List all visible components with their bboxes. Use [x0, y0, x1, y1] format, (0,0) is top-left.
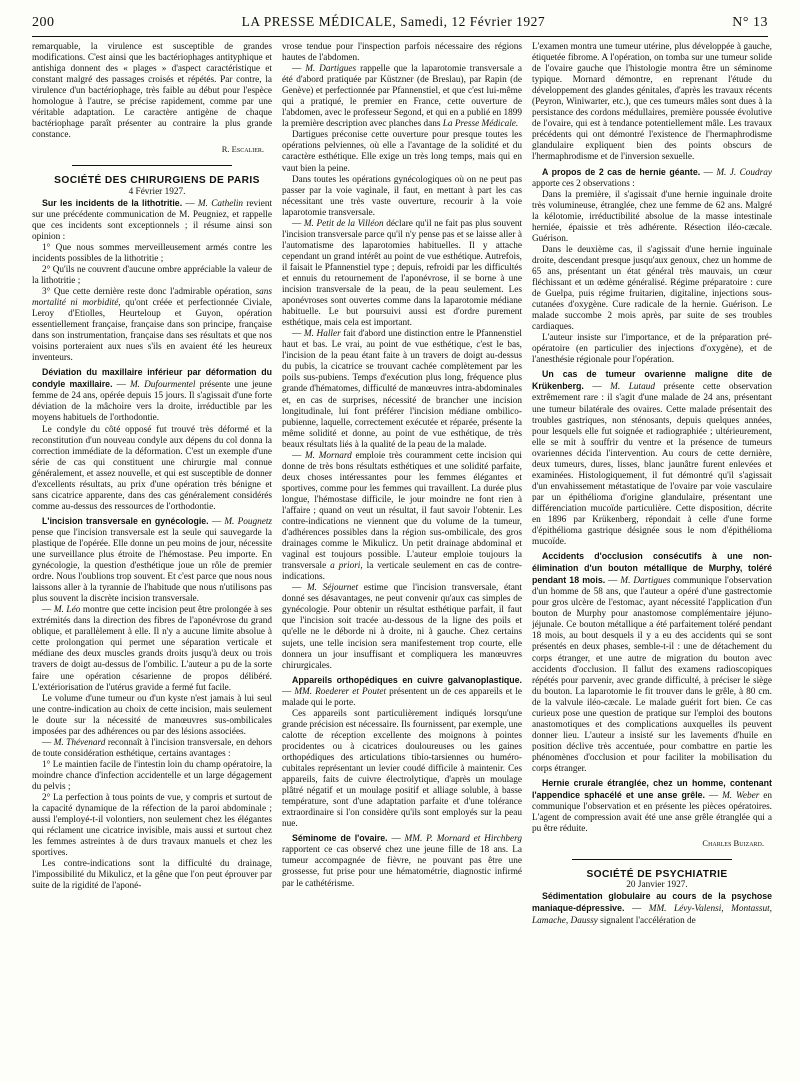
author: M. Haller [303, 329, 341, 340]
article-lithotritie: Sur les incidents de la lithotritie. — M. Cathelin revient sur une précédente communication de M. Peugniez, et rappelle que ces incidents sont exceptionnels ; il résume ainsi son opinion : [32, 197, 272, 242]
text-run: 3° Que cette dernière reste donc l'admirable opération, [42, 286, 253, 297]
author: M. Dartigues [305, 64, 357, 75]
article-krukenberg: Un cas de tumeur ovarienne maligne dite de Krükenberg. — M. Lutaud présente cette observation extrêmement rare : il s'agit d'une malade de 24 ans, présentant une tumeur bilatérale des ovaires. Cette malade présentait des troubles gastriques, non sténosants, depuis quelques années, pour lesquels elle fut soignée et radiographiée ; ultérieurement, elle se mit à souffrir du ventre et la présence de tumeurs ovariennes décida l'intervention. Au cours de cette dernière, deux tumeurs, dures, lisses, blanc jaunâtre furent enlevées et examinées. Histologiquement, il fut démontré qu'il s'agissait d'un envahissement métastatique de l'ovaire par voie vasculaire par un épithélioma d'origine glandulaire, présentant une différenciation mucoïde particulière. Cette disposition, décrite en 1896 par Krükenberg, répondait à celle d'une forme d'épithélioma gastrique désignée sous le nom d'épithélioma mucoïde. [532, 369, 772, 548]
section-rule [72, 165, 232, 175]
article-text: rapportent ce cas observé chez une jeune fille de 18 ans. La tumeur accompagnée de fièvre, ne pouvant pas être une grossesse, fut prise pour une hématométrie, diagnostic infirmé par le cathétérisme. [282, 845, 522, 889]
article-seminome: Séminome de l'ovaire. — MM. P. Mornard et Hirchberg rapportent ce cas observé chez une jeune fille de 18 ans. La tumeur accompagnée de fièvre, ne pouvant pas être une grossesse, fut prise pour une hématométrie, diagnostic infirmé par le cathétérisme. [282, 833, 522, 889]
author: M. Séjournet [306, 583, 359, 594]
paragraph: Les contre-indications sont la difficulté du drainage, l'impossibilité du Mikulicz, et la gêne que l'on peut éprouver par suite de la rigidité de l'aponé- [32, 859, 272, 892]
paragraph: Dartigues préconise cette ouverture pour presque toutes les opérations pelviennes, où elle a l'avantage de la solidité et du caractère esthétique. Elle exige un très long temps, mais qui en vaut bien la peine. [282, 130, 522, 174]
article-title: Un cas de tumeur ovarienne maligne dite de Krükenberg. [532, 369, 772, 392]
article-title: L'incision transversale en gynécologie. [42, 515, 209, 526]
paragraph: 1° Le maintien facile de l'intestin loin du champ opératoire, la moindre chance d'infection accidentelle et un large dégagement du pelvis ; [32, 759, 272, 792]
journal-title: LA PRESSE MÉDICALE, Samedi, 12 Février 1927 [241, 14, 546, 29]
author: M. Léo [53, 605, 81, 616]
italic-run: sans mortalité ni morbidité, [32, 286, 272, 308]
paragraph: L'auteur insiste sur l'importance, et de la préparation pré-opératoire (en particulier des injections d'oxygène), et de l'anesthésie régionale pour l'opération. [532, 333, 772, 366]
section-rule [572, 859, 732, 869]
paragraph: Dans la première, il s'agissait d'une hernie inguinale droite très volumineuse, étranglée, chez une femme de 62 ans. Malgré la kélotomie, irréductibilité absolue de la masse intestinale herniée, épaissie et très adhérente. Résection iléo-cæcale. Guérison. [532, 189, 772, 244]
italic-run: La Presse Médicale. [442, 119, 519, 130]
article-text: en communique l'observation et en présente les pièces opératoires. L'agent de compression avait été une anse grêle étranglée qui a pu être réduite. [532, 791, 772, 835]
paragraph: — M. Dartigues rappelle que la laparotomie transversale a été d'abord pratiquée par Küstzner (de Breslau), par Rapin (de Genève) et perfectionnée par Pfannenstiel, et que c'est lui-même qui a pratiqué, le premier en France, cette ouverture de l'abdomen, avec le professeur Segond, et qui en a publié en 1899 la première description avec planches dans La Presse Médicale. [282, 64, 522, 130]
page-header [32, 14, 768, 34]
paragraph: Ces appareils sont particulièrement indiqués lorsqu'une grande précision est nécessaire. Ils fournissent, par exemple, une calotte de réception excellente des moignons à pointes procidentes ou à cicatrices douloureuses ou les gaines orthopédiques des articulations tibio-tarsiennes ou huméro-cubitales représentant un levier coudé difficile à maintenir. Ces appareils, faits de cuivre électrolytique, d'après un moulage plâtré négatif et un moulage positif et alliage soluble, à basse température, sont d'une adaptation parfaite et d'une tolérance extraordinaire si l'on considère qu'ils sont employés sur la peau nue. [282, 708, 522, 830]
article-text: communique l'observation d'un homme de 58 ans, que l'auteur a opéré d'une gastrectomie pour gros ulcère de l'estomac, ayant nécessité l'application d'un bouton de Murphy pour anastomose complémentaire jéjuno-jéjunale. Ce bouton métallique a été parfaitement toléré pendant 18 mois, au bout desquels il y a eu des accidents qui se sont présentés en deux phases, semble-t-il : une de détachement du corps étranger, et une autre de migration du bouton avec accidents d'occlusion. Il fallut des examens radioscopiques répétés pour parvenir, avec grande difficulté, à préciser le siège du bouton. La laparotomie le fit trouver dans le grêle, à 80 cm. de la valvule iléo-cæcale. Le malade guérit fort bien. Ce cas curieux pose une question de pratique sur l'emploi des boutons anastomotiques et des complications auxquelles ils peuvent donner lieu. L'auteur a insisté sur les lavements d'huile en position déclive très accentuée, pour combattre en partie les phénomènes d'occlusion et pour faciliter la mobilisation du corps étranger. [532, 576, 772, 774]
author: MM. Roederer et Poutet [294, 686, 387, 697]
article-text: présente cette observation extrêmement rare : il s'agit d'une malade de 24 ans, présentant une tumeur bilatérale des ovaires. Cette malade présentait des troubles gastriques, non sténosants, depuis quelques années, pour lesquels elle fut soignée et radiographiée ; ultérieurement, elle se mit à souffrir du ventre et la présence de tumeurs ovariennes décida l'intervention. Au cours de cette dernière, deux tumeurs, dures, lisses, blanc jaunâtre furent enlevées et examinées. Histologiquement, il fut démontré qu'il s'agissait d'un envahissement métastatique de l'ovaire par voie vasculaire par un épithélioma d'origine glandulaire, présentant une différenciation mucoïde particulière. Cette disposition, décrite en 1896 par Krükenberg, répondait à celle d'une forme d'épithélioma gastrique désignée sous le nom d'épithélioma mucoïde. [532, 382, 772, 548]
article-sedimentation: Sédimentation globulaire au cours de la psychose maniaque-dépressive. — MM. Lévy-Valensi, Montassut, Lamache, Daussy signalent l'accélération de [532, 891, 772, 926]
paragraph: Dans toutes les opérations gynécologiques où on ne peut pas passer par la voie vaginale, il faut, en mettant à part les cas nécessitant une très vaste ouverture, recourir à la voie laparotomie transversale. [282, 174, 522, 218]
page-number: 200 [32, 15, 55, 30]
paragraph: 2° La perfection à tous points de vue, y compris et surtout de la capacité dynamique de la réfection de la paroi abdominale ; aussi l'employé-t-il volontiers, non seulement chez les élégantes qui réclament une cicatrice invisible, mais aussi et surtout chez les femmes astreintes à de durs travaux manuels et chez les sportives. [32, 793, 272, 859]
paragraph: — M. Léo montre que cette incision peut être prolongée à ses extrémités dans la direction des fibres de l'aponévrose du grand oblique, et parallèlement à elle. Il n'y a aucune limite absolue à cette prolongation qui permet une séparation verticale et médiane des deux muscles grands droits jusqu'à deux ou trois travers de doigt au-dessus de l'ombilic. L'auteur a pu de la sorte faire une opération césarienne de propos délibéré. L'extériorisation de l'utérus gravide a fermé fut facile. [32, 605, 272, 693]
text-run: qu'ont créée et perfectionnée Civiale, Leroy d'Etiolles, Heurteloup et Guyon, opération essentiellement française, française dans son principe, française dans son instrumentation, française dans ses résultats et que nos voisins porteraient aux nues s'ils en avaient été les heureux inventeurs. [32, 297, 272, 364]
article-title: Séminome de l'ovaire. [292, 833, 388, 844]
column-1 [32, 42, 272, 1074]
section-date: 20 Janvier 1927. [626, 880, 688, 891]
article-hernie-crurale: Hernie crurale étranglée, chez un homme, contenant l'appendice sphacélé et une anse grêle. — M. Weber en communique l'observation et en présente les pièces opératoires. L'agent de compression avait été une anse grêle étranglée qui a pu être réduite. [532, 778, 772, 835]
paragraph: L'examen montra une tumeur utérine, plus développée à gauche, étiquetée fibrome. A l'opération, on tomba sur une tumeur solide de l'ovaire gauche que l'histologie montra être un séminome typique. Mornard démontre, en reprenant l'étude du développement des glandes génitales, d'après les travaux récents (Peyron, Winiwarter, etc.), que ces tumeurs mâles sont dues à la persistance des cordons médullaires, première poussée évolutive de l'ovaire, qui est à tendance potentiellement mâle. Les travaux précédents qui ont démontré l'existence de l'hermaphrodisme glandulaire expliquent bien des points obscurs de l'hermaphrodisme et de l'inversion sexuelle. [532, 42, 772, 163]
author: M. Dufourmentel [129, 380, 196, 391]
article-incision: L'incision transversale en gynécologie. — M. Pougnetz pense que l'incision transversale est la seule qui sauvegarde la plastique de l'opérée. Elle donne un peu moins de jour, nécessite une surveillance plus étroite de l'hémostase. Peu importe. En gynécologie, la question d'esthétique joue un rôle de premier ordre. Nous l'oublions trop souvent. Et c'est parce que nous nous laissons aller à la tyrannie de l'habitude que nous n'utilisons pas plus souvent la discrète incision transversale. [32, 515, 272, 605]
paragraph: — M. Mornard emploie très couramment cette incision qui donne de très bons résultats esthétiques et une solidité parfaite, deux choses intéressantes pour les femmes élégantes et sportives, comme pour les femmes qui travaillent. La durée plus longue, l'hémostase difficile, le jour moindre ne font rien à l'affaire ; quand on veut un résultat, il faut savoir l'obtenir. Les contre-indications ne viennent que du volume de la tumeur, d'adhérences possibles dans la région sus-ombilicale, des gros drainages comme le Mikulicz. Un petit drainage abdominal et vaginal est toujours possible. L'auteur emploie toujours la transversale a priori, la verticale seulement en cas de contre-indications. [282, 450, 522, 583]
text-run: reconnaît à l'incision transversale, en dehors de toute considération esthétique, certains avantages : [32, 737, 272, 759]
author: MM. Lévy-Valensi, Montassut, Lamache, Daussy [532, 904, 772, 926]
article-title: Sédimentation globulaire au cours de la psychose maniaque-dépressive. [532, 891, 772, 914]
article-appareils: Appareils orthopédiques en cuivre galvanoplastique. — MM. Roederer et Poutet présentent un de ces appareils et le malade qui le porte. [282, 674, 522, 708]
paragraph: — M. Petit de la Villéon déclare qu'il ne fait pas plus souvent l'incision transversale parce qu'il n'y pense pas et se laisse aller à l'automatisme des laparotomies habituelles. Il y attache cependant un grand intérêt au point de vue esthétique. Autrefois, il faisait le Pfannenstiel type ; depuis, refroidi par les difficultés et ennuis du retournement de l'aponévrose, il se borne à une incision transversale de la peau, de la peau seulement. Les aponévroses sont ouvertes comme dans la laparotomie médiane habituelle. Le but poursuivi aussi est d'ordre purement esthétique, mais cela est important. [282, 218, 522, 329]
article-title: Sur les incidents de la lithotritie. [42, 197, 183, 208]
issue-number: N° 13 [732, 15, 768, 30]
text-run: montre que cette incision peut être prolongée à ses extrémités dans la direction des fibres de l'aponévrose du grand oblique, et parallèlement à elle. Il n'y a aucune limite absolue à cette prolongation qui permet une séparation verticale et médiane des deux muscles grands droits jusqu'à deux ou trois travers de doigt au-dessus de l'ombilic. L'auteur a pu de la sorte faire une opération césarienne de propos délibéré. L'extériorisation de l'utérus gravide a fermé fut facile. [32, 605, 272, 693]
signature: Charles Buizard. [702, 838, 764, 849]
author: M. Pougnetz [224, 516, 272, 527]
article-deviation: Déviation du maxillaire inférieur par déformation du condyle maxillaire. — M. Dufourmentel présente une jeune femme de 24 ans, opérée depuis 15 jours. Il s'agissait d'une forte déviation de la mâchoire vers la droite, irréductible par les moyens habituels de l'orthodontie. [32, 367, 272, 424]
author: M. Dartigues [620, 576, 671, 587]
header-rule [32, 36, 768, 37]
column-2 [282, 42, 522, 1074]
author: M. Mornard [304, 450, 352, 461]
article-text: présente une jeune femme de 24 ans, opérée depuis 15 jours. Il s'agissait d'une forte déviation de la mâchoire vers la droite, irréductible par les moyens habituels de l'orthodontie. [32, 380, 272, 424]
paragraph: 2° Qu'ils ne couvrent d'aucune ombre appréciable la valeur de la lithotritie ; [32, 264, 272, 286]
columns [32, 42, 772, 1074]
section-date: 4 Février 1927. [128, 186, 186, 197]
article-title: Déviation du maxillaire inférieur par déformation du condyle maxillaire. [32, 367, 272, 390]
author: MM. P. Mornard et Hirchberg [404, 834, 522, 845]
section-title: SOCIÉTÉ DES CHIRURGIENS DE PARIS [54, 175, 260, 187]
author: M. Lutaud [610, 382, 655, 393]
author: M. Cathelin [197, 198, 244, 209]
author: M. Thévenard [53, 737, 106, 748]
article-text: présentent un de ces appareils et le malade qui le porte. [282, 686, 522, 708]
article-title: A propos de 2 cas de hernie géante. [542, 166, 701, 177]
column-3 [532, 42, 772, 1074]
article-title: Appareils orthopédiques en cuivre galvanoplastique. [292, 674, 522, 685]
paragraph: — M. Séjournet estime que l'incision transversale, étant donné ses désavantages, ne peut convenir qu'aux cas simples de gynécologie. Pour obtenir un résultat esthétique parfait, il faut que l'incision soit tracée au-dessous de la ligne des poils et qu'elle ne le déborde ni à droite, ni à gauche. Chez certains sujets, une telle incision sera manifestement trop courte, elle donnera un jour insuffisant et compliquera les manœuvres chirurgicales. [282, 583, 522, 671]
section-title: SOCIÉTÉ DE PSYCHIATRIE [586, 869, 728, 881]
article-text: revient sur une précédente communication de M. Peugniez, et rappelle que ces incidents sont exceptionnels ; il résume ainsi son opinion : [32, 198, 272, 242]
paragraph: Dans le deuxième cas, il s'agissait d'une hernie inguinale droite, descendant presque jusqu'aux genoux, chez un homme de 65 ans, présentant un état général très mauvais, un cœur fléchissant et un œdème généralisé. Régime préparatoire : cure de Guelpa, puis régime fruitarien, digitaline, injections sous-cutanées d'oxygène. Cure radicale de la hernie. Guérison. Le malade succombe 2 mois après, par suite de ses troubles cardiaques. [532, 244, 772, 333]
paragraph: Le volume d'une tumeur ou d'un kyste n'est jamais à lui seul une contre-indication au choix de cette incision, mais seulement le doute sur la nécessité de manœuvres sus-ombilicales imposées par des adhérences ou par des lésions associées. [32, 693, 272, 737]
paragraph: 1° Que nous sommes merveilleusement armés contre les incidents possibles de la lithotritie ; [32, 242, 272, 264]
author: M. J. Coudray [716, 167, 772, 178]
text-run: déclare qu'il ne fait pas plus souvent l'incision transversale parce qu'il n'y pense pas et se laisse aller à l'automatisme des laparotomies habituelles. Il y attache cependant un grand intérêt au point de vue esthétique. Autrefois, il faisait le Pfannenstiel type ; depuis, refroidi par les difficultés et ennuis du retournement de l'aponévrose, il se borne à une incision transversale de la peau, de la peau seulement. Les aponévroses sont ouvertes comme dans la laparotomie médiane habituelle. Le but poursuivi aussi est d'ordre purement esthétique, mais cela est important. [282, 218, 522, 329]
text-run: emploie très couramment cette incision qui donne de très bons résultats esthétiques et une solidité parfaite, deux choses intéressantes pour les femmes élégantes et sportives, comme pour les femmes qui travaillent. La durée plus longue, l'hémostase difficile, le jour moindre ne font rien à l'affaire ; quand on veut un résultat, il faut savoir l'obtenir. Les contre-indications ne viennent que du volume de la tumeur, d'adhérences possibles dans la région sus-ombilicale, des gros drainages comme le Mikulicz. Un petit drainage abdominal et vaginal est toujours possible. L'auteur emploie toujours la transversale [282, 450, 522, 572]
text-run: estime que l'incision transversale, étant donné ses désavantages, ne peut convenir qu'aux cas simples de gynécologie. Pour obtenir un résultat esthétique parfait, il faut que l'incision soit tracée au-dessous de la ligne des poils et qu'elle ne le déborde ni à droite, ni à gauche. Chez certains sujets, une telle incision sera manifestement trop courte, elle donnera un jour insuffisant et compliquera les manœuvres chirurgicales. [282, 583, 522, 671]
article-text: signalent l'accélération de [600, 915, 696, 926]
text-run: rappelle que la laparotomie transversale a été d'abord pratiquée par Küstzner (de Breslau), par Rapin (de Genève) et perfectionnée par Pfannenstiel, et que c'est lui-même qui a pratiqué, le premier en France, cette ouverture de l'abdomen, avec le professeur Segond, et qui en a publié en 1899 la première description avec planches dans [282, 64, 522, 130]
text-run: fait d'abord une distinction entre le Pfannenstiel haut et bas. Le vrai, au point de vue esthétique, c'est le bas, l'incision de la peau étant faite à un travers de doigt au-dessus du pubis, la cicatrice se trouvant cachée complètement par les poils sus-pubiens. Temps d'exécution plus long, fréquence plus grande d'hématomes, difficulté de manœuvres intra-abdominales et, en cas de surprises, nécessité de brancher une incision longitudinale, lui font préférer l'incision médiane ombilico-pubienne, laquelle, correctement exécutée et réparée, présente la même solidité et donne, au point de vue esthétique, de très beaux résultats liés à la qualité de la peau de la malade. [282, 329, 522, 450]
article-title: Accidents d'occlusion consécutifs à une non-élimination d'un bouton métallique de Murphy, toléré pendant 18 mois. [532, 551, 772, 586]
paragraph: Le condyle du côté opposé fut trouvé très déformé et la reconstitution d'un nouveau condyle aux dépens du col donna la correction immédiate de la déformation. C'est un exemple d'une série de cas qui constituent une chirurgie mal connue généralement, et assez nouvelle, et qui est susceptible de donner d'excellents résultats, au prix d'une opération très bénigne et sans cicatrice apparente, dans des cas généralement considérés comme au-dessus des ressources de l'orthodontie. [32, 424, 272, 512]
author: M. Petit de la Villéon [303, 218, 384, 229]
article-occlusion: Accidents d'occlusion consécutifs à une non-élimination d'un bouton métallique de Murphy, toléré pendant 18 mois. — M. Dartigues communique l'observation d'un homme de 58 ans, que l'auteur a opéré d'une gastrectomie pour gros ulcère de l'estomac, ayant nécessité l'application d'un bouton de Murphy pour anastomose complémentaire jéjuno-jéjunale. Ce bouton métallique a été parfaitement toléré pendant 18 mois, au bout desquels il y a eu des accidents qui se sont présentés en deux phases, semble-t-il : une de détachement du corps étranger, et une autre de migration du bouton avec accidents d'occlusion. Il fallut des examens radioscopiques répétés pour parvenir, avec grande difficulté, à préciser le siège du bouton. La laparotomie le fit trouver dans le grêle, à 80 cm. de la valvule iléo-cæcale. Le malade guérit fort bien. Ce cas curieux pose une question de pratique sur l'emploi des boutons anastomotiques et des complications auxquelles ils peuvent donner lieu. L'auteur a insisté sur les lavements d'huile en position déclive très accentuée, pour combattre en partie les phénomènes d'occlusion et pour faciliter la mobilisation du corps étranger. [532, 551, 772, 774]
paragraph [32, 287, 272, 364]
text-run: la verticale seulement en cas de contre-indications. [282, 561, 522, 583]
paragraph: remarquable, la virulence est susceptible de grandes modifications. C'est ainsi que les bactériophages antityphique et antishiga donnent des « plages » d'aspect caractéristique et constant malgré des passages croisés et répétés. Par contre, la virulence d'un bactériophage, très faible au début pour l'espèce homologue à l'autre, se précise rapidement, comme par une véritable adaptation. Le caractère antigène de chaque bactériophage paraît présenter au contraire la plus grande constance. [32, 42, 272, 141]
italic-run: a priori, [330, 561, 363, 572]
signature: R. Escalier. [221, 144, 264, 155]
paragraph: vrose tendue pour l'inspection parfois nécessaire des régions hautes de l'abdomen. [282, 42, 522, 64]
paragraph: — M. Haller fait d'abord une distinction entre le Pfannenstiel haut et bas. Le vrai, au point de vue esthétique, c'est le bas, l'incision de la peau étant faite à un travers de doigt au-dessus du pubis, la cicatrice se trouvant cachée complètement par les poils sus-pubiens. Temps d'exécution plus long, fréquence plus grande d'hématomes, difficulté de manœuvres intra-abdominales et, en cas de surprises, nécessité de brancher une incision longitudinale, lui font préférer l'incision médiane ombilico-pubienne, laquelle, correctement exécutée et réparée, présente la même solidité et donne, au point de vue esthétique, de très beaux résultats liés à la qualité de la peau de la malade. [282, 329, 522, 450]
article-text: apporte ces 2 observations : [532, 178, 635, 189]
article-hernie-geante: A propos de 2 cas de hernie géante. — M. J. Coudray apporte ces 2 observations : [532, 166, 772, 189]
article-title: Hernie crurale étranglée, chez un homme, contenant l'appendice sphacélé et une anse grêle. [532, 778, 772, 801]
author: M. Weber [722, 791, 760, 802]
paragraph: — M. Thévenard reconnaît à l'incision transversale, en dehors de toute considération esthétique, certains avantages : [32, 737, 272, 759]
article-text: pense que l'incision transversale est la seule qui sauvegarde la plastique de l'opérée. Elle donne un peu moins de jour, nécessite une surveillance plus étroite de l'hémostase. Peu importe. En gynécologie, la question d'esthétique joue un rôle de premier ordre. Nous l'oublions trop souvent. Et c'est parce que nous nous laissons aller à la tyrannie de l'habitude que nous n'utilisons pas plus souvent la discrète incision transversale. [32, 527, 272, 605]
